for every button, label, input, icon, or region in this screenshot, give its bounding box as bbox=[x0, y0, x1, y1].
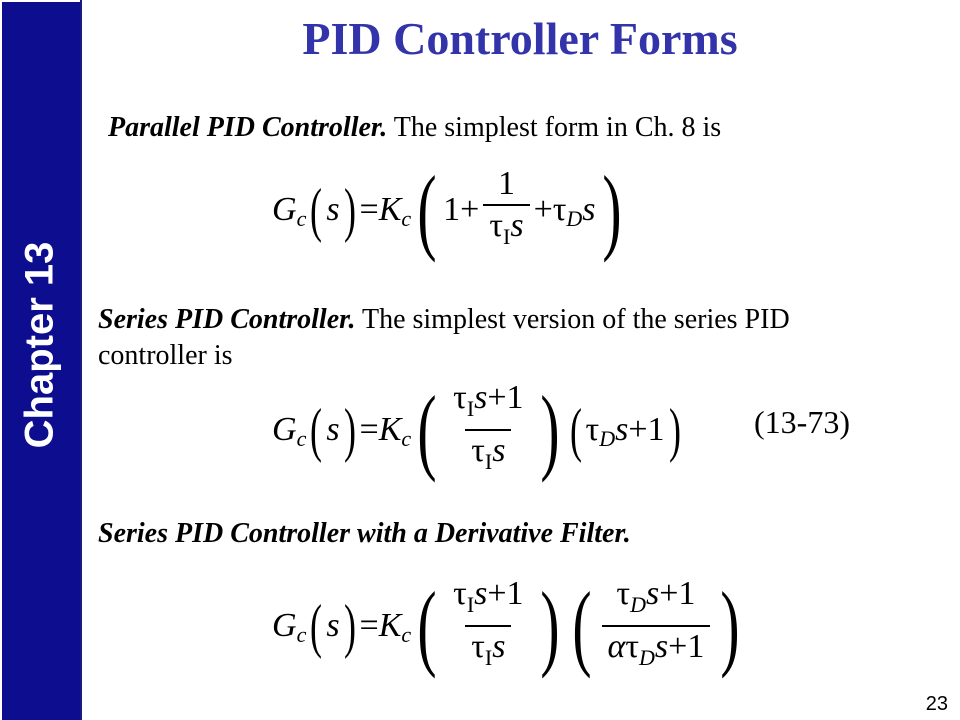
series-heading: Series PID Controller. bbox=[98, 304, 356, 335]
equation-number: (13-73) bbox=[754, 404, 850, 440]
page-title: PID Controller Forms bbox=[302, 13, 738, 64]
series-pid-equation: $G_c$( $s) =K_c$( $\frac{\tau_Is+1}{\tau_Is}$ ) ( $\tau_Ds+1$) bbox=[272, 376, 681, 483]
chapter-label: Chapter 13 bbox=[17, 241, 62, 449]
series-section-text bbox=[98, 302, 898, 374]
parallel-section-text bbox=[108, 110, 721, 146]
parallel-text: The simplest form in Ch. 8 is bbox=[387, 112, 722, 143]
parallel-heading: Parallel PID Controller. bbox=[108, 112, 388, 143]
series-filter-pid-equation: $G_c$( $s) =K_c$( $\frac{\tau_Is+1}{\tau_Is}$ ) ( $\frac{\tau_Ds+1}{\alpha\tau_Ds+1}$ ) bbox=[272, 572, 740, 679]
series-filter-section-text bbox=[98, 516, 631, 552]
parallel-pid-equation: $G_c$( $s) =K_c$( 1+ $\frac{1}{\tau_Is}$ $+\tau_Ds$) bbox=[272, 156, 622, 263]
series-filter-heading: Series PID Controller with a Derivative Filter. bbox=[98, 518, 631, 549]
chapter-sidebar bbox=[0, 0, 82, 720]
page-number: 23 bbox=[925, 693, 948, 715]
series-text: The simplest version of the series PID controller is bbox=[98, 304, 790, 371]
